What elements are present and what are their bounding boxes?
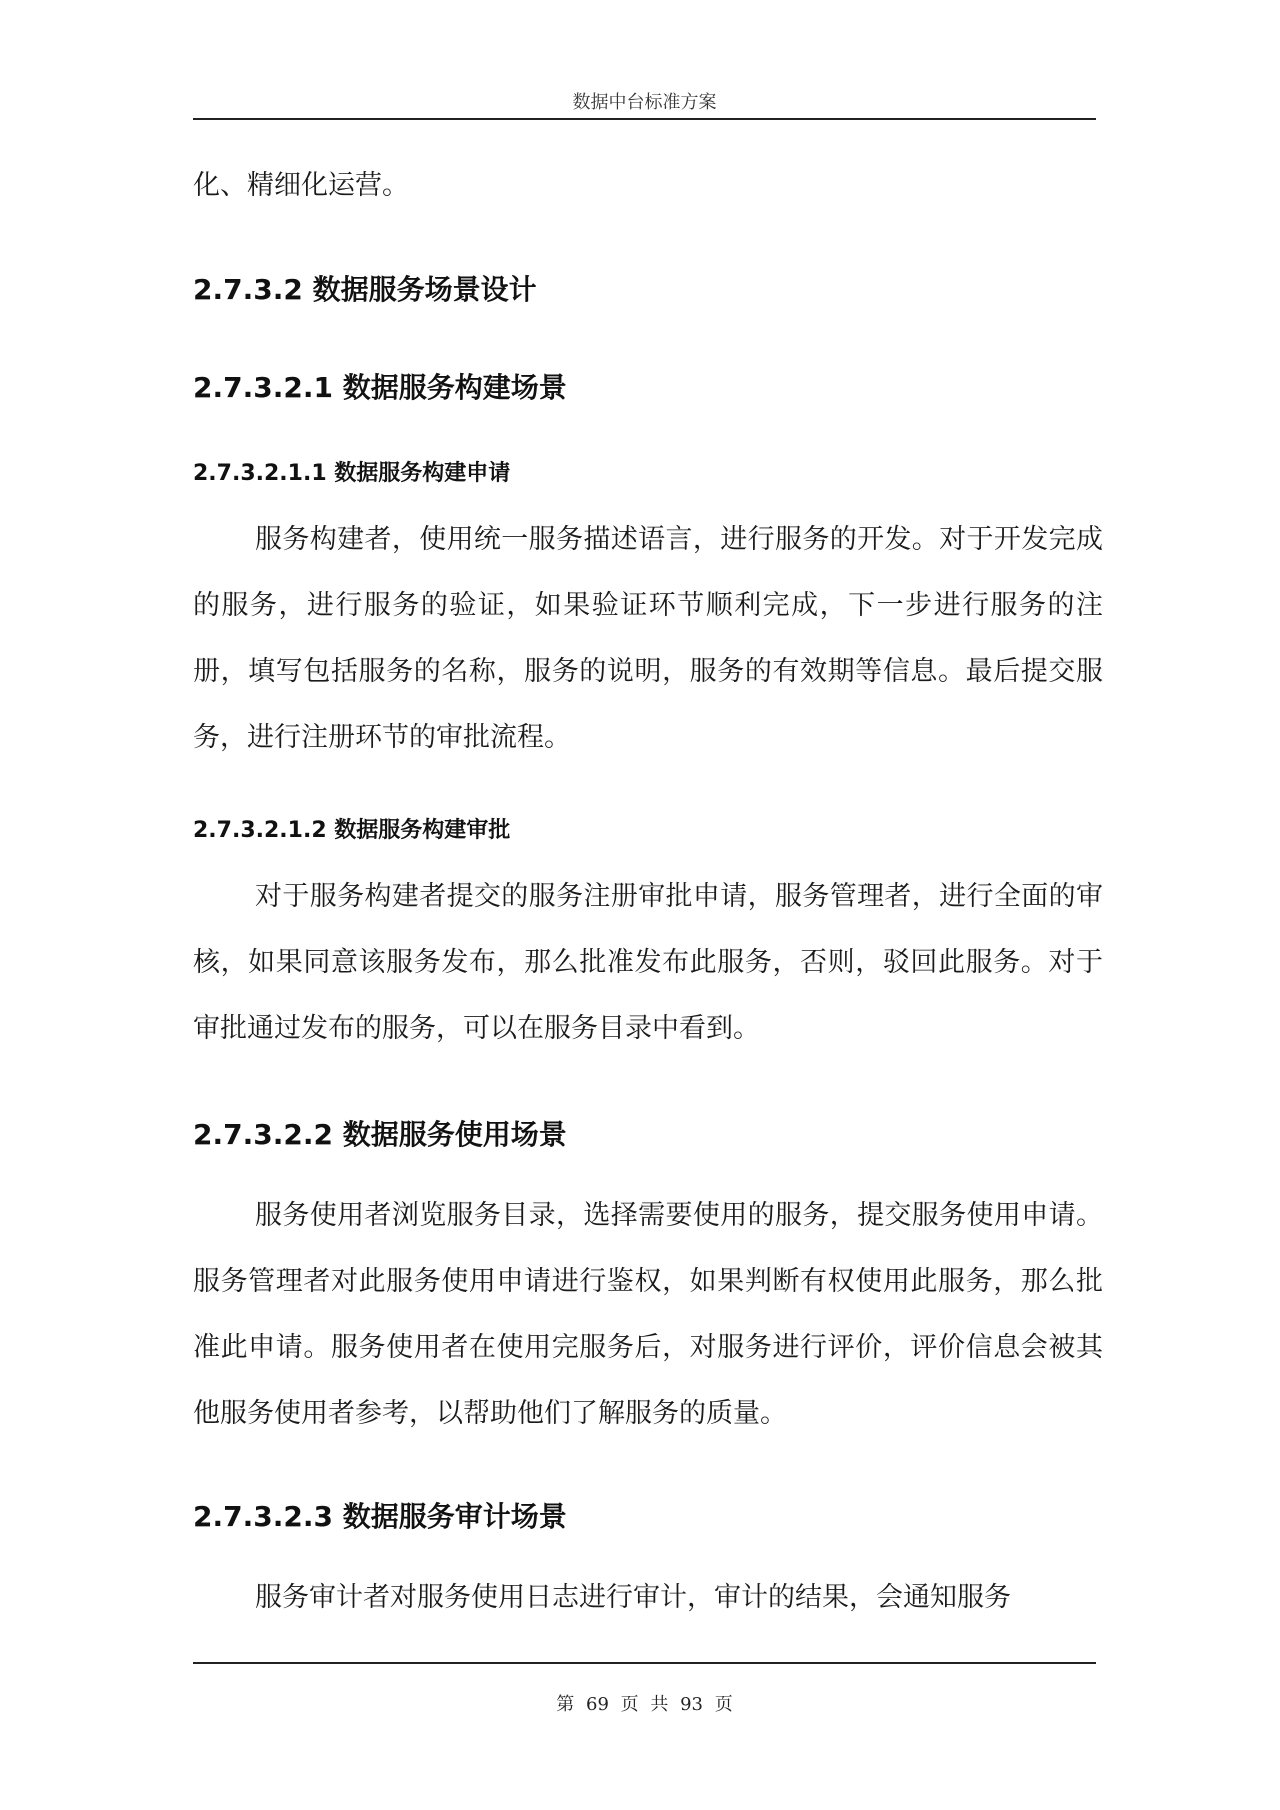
footer-divider bbox=[193, 1662, 1096, 1664]
paragraph-build-approve: 对于服务构建者提交的服务注册审批申请，服务管理者，进行全面的审核，如果同意该服务发布，那么批准发布此服务，否则，驳回此服务。对于审批通过发布的服务，可以在服务目录中看到。 bbox=[193, 881, 1103, 1044]
heading-2-7-3-2-2: 2.7.3.2.2 数据服务使用场景 bbox=[193, 1118, 567, 1151]
intro-fragment: 化、精细化运营。 bbox=[193, 170, 409, 201]
paragraph-usage: 服务使用者浏览服务目录，选择需要使用的服务，提交服务使用申请。服务管理者对此服务使用申请进行鉴权，如果判断有权使用此服务，那么批准此申请。服务使用者在使用完服务后，对服务进行评价，评价信息会被其他服务使用者参考，以帮助他们了解服务的质量。 bbox=[193, 1200, 1103, 1429]
heading-2-7-3-2-3: 2.7.3.2.3 数据服务审计场景 bbox=[193, 1500, 567, 1533]
paragraph-build-apply: 服务构建者，使用统一服务描述语言，进行服务的开发。对于开发完成的服务，进行服务的验证，如果验证环节顺利完成，下一步进行服务的注册，填写包括服务的名称，服务的说明，服务的有效期等信息。最后提交服务，进行注册环节的审批流程。 bbox=[193, 524, 1103, 753]
heading-2-7-3-2: 2.7.3.2 数据服务场景设计 bbox=[193, 273, 537, 306]
page-header-title: 数据中台标准方案 bbox=[572, 92, 717, 113]
heading-2-7-3-2-1-1: 2.7.3.2.1.1 数据服务构建申请 bbox=[193, 461, 511, 486]
heading-2-7-3-2-1-2: 2.7.3.2.1.2 数据服务构建审批 bbox=[193, 818, 511, 843]
header-divider bbox=[193, 118, 1096, 120]
page-number: 第 69 页 共 93 页 bbox=[556, 1694, 733, 1715]
heading-2-7-3-2-1: 2.7.3.2.1 数据服务构建场景 bbox=[193, 371, 567, 404]
paragraph-audit: 服务审计者对服务使用日志进行审计，审计的结果，会通知服务 bbox=[255, 1582, 1011, 1613]
